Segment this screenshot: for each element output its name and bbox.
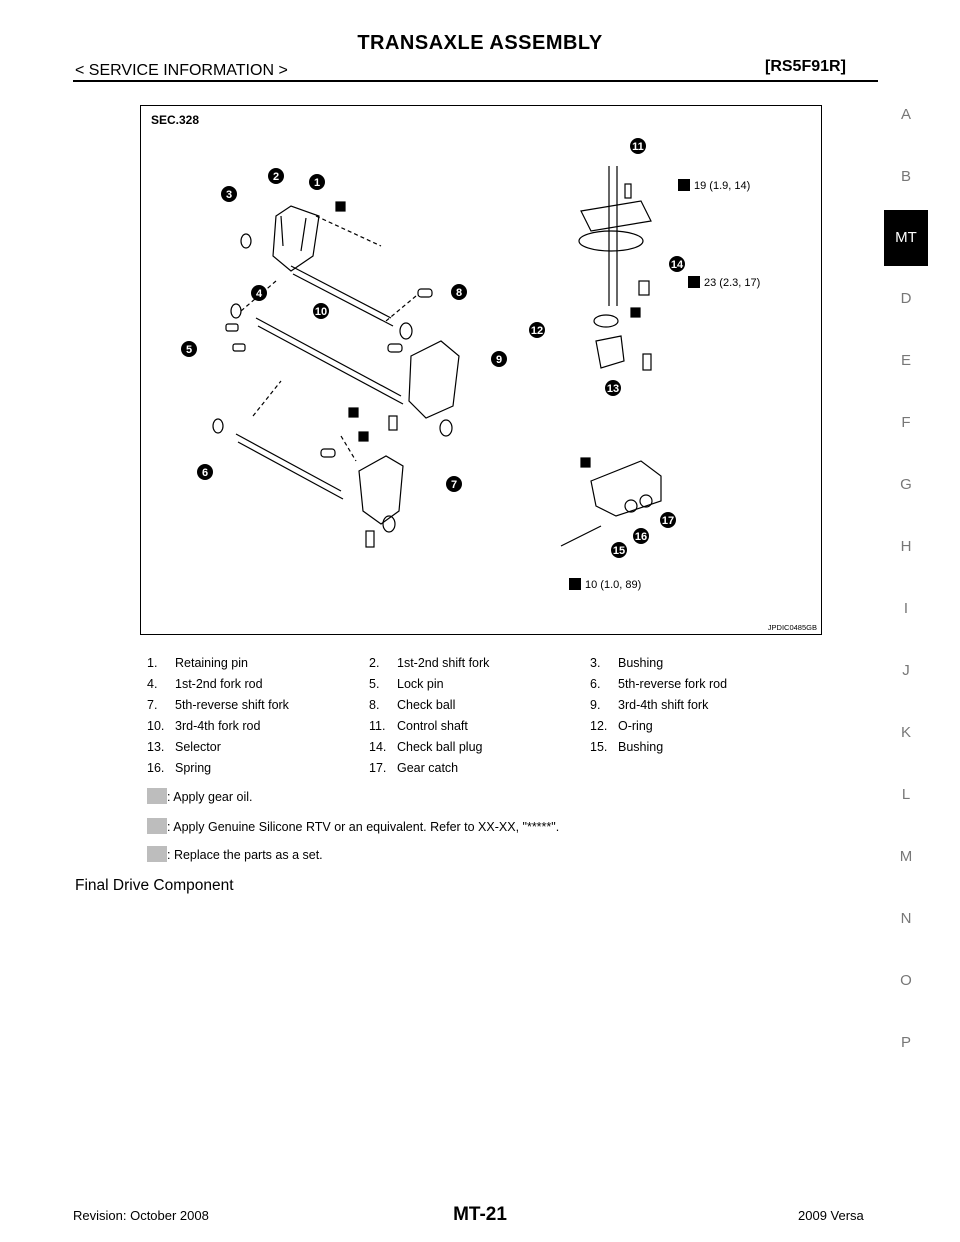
- header-rule: [73, 80, 878, 82]
- legend-text: Bushing: [618, 656, 664, 670]
- callout-16: [633, 528, 649, 544]
- svg-text:4: 4: [255, 288, 263, 300]
- legend-text: Lock pin: [397, 677, 444, 691]
- side-index-item[interactable]: F: [901, 414, 911, 431]
- side-index-item[interactable]: H: [900, 538, 912, 555]
- legend-text: 3rd-4th fork rod: [175, 719, 261, 733]
- check-ball: [321, 449, 335, 457]
- shift-fork-3rd-4th: [409, 341, 459, 418]
- o-ring: [594, 315, 618, 327]
- callout-2: [268, 168, 284, 184]
- shift-fork-5th-reverse: [359, 456, 403, 524]
- svg-text:13: 13: [606, 383, 620, 395]
- callout-1: [309, 174, 325, 190]
- side-index-item[interactable]: D: [900, 290, 912, 307]
- svg-text:5: 5: [185, 344, 193, 356]
- legend-text: Control shaft: [397, 719, 468, 733]
- bushing: [231, 304, 241, 318]
- legend-text: 5th-reverse fork rod: [618, 677, 728, 691]
- note-symbol-icon: [147, 788, 167, 804]
- note-symbol-icon: [147, 818, 167, 834]
- side-index-item[interactable]: O: [900, 972, 912, 989]
- legend-text: O-ring: [618, 719, 653, 733]
- exploded-view-figure: [140, 105, 822, 635]
- exploded-view-drawing: [141, 106, 821, 634]
- side-index-item[interactable]: B: [900, 168, 911, 185]
- callout-10: [313, 303, 329, 319]
- svg-text:7: 7: [450, 479, 458, 491]
- svg-text:12: 12: [530, 325, 544, 337]
- footer-revision: Revision: October 2008: [73, 1208, 209, 1223]
- side-index-item[interactable]: M: [899, 848, 913, 865]
- retaining-pin: [389, 416, 397, 430]
- svg-text:14: 14: [670, 259, 684, 271]
- model-code: [RS5F91R]: [765, 58, 846, 75]
- callout-17: [660, 512, 676, 528]
- check-ball-plug: [639, 281, 649, 295]
- bushing: [213, 419, 223, 433]
- retaining-pin: [643, 354, 651, 370]
- footer-model: 2009 Versa: [798, 1208, 864, 1223]
- side-index-item[interactable]: N: [900, 910, 912, 927]
- legend-row: 10. 3rd-4th fork rod 11. Control shaft 12. O-ring: [147, 719, 653, 733]
- note-symbol-icon: [147, 846, 167, 862]
- spring: [625, 500, 637, 512]
- torque-specs: [569, 179, 760, 591]
- legend-row: 7. 5th-reverse shift fork 8. Check ball 9. 3rd-4th shift fork: [147, 698, 709, 712]
- section-label: < SERVICE INFORMATION >: [75, 62, 288, 79]
- legend-row: 1. Retaining pin 2. 1st-2nd shift fork 3. Bushing: [147, 656, 664, 670]
- svg-text:16: 16: [634, 531, 648, 543]
- svg-text:11: 11: [632, 141, 644, 153]
- callout-8: [451, 284, 467, 300]
- callout-6: [197, 464, 213, 480]
- svg-text:6: 6: [201, 467, 209, 479]
- note-replace-set: : Replace the parts as a set.: [147, 846, 323, 862]
- bushing: [400, 323, 412, 339]
- bolt: [561, 526, 601, 546]
- legend-text: Spring: [175, 761, 212, 775]
- bushing: [241, 234, 251, 248]
- note-gear-oil: : Apply gear oil.: [147, 788, 252, 804]
- svg-text:9: 9: [495, 354, 503, 366]
- side-index-item[interactable]: L: [901, 786, 911, 803]
- side-index-item[interactable]: K: [900, 724, 911, 741]
- fork-assembly-drawing: [213, 202, 459, 547]
- side-index-item[interactable]: I: [903, 600, 909, 617]
- bushing: [440, 420, 452, 436]
- svg-text:3: 3: [225, 189, 233, 201]
- fork-rod-5th-reverse: [236, 434, 341, 491]
- legend-text: 5th-reverse shift fork: [175, 698, 289, 712]
- note-silicone-rtv: : Apply Genuine Silicone RTV or an equivalent. Refer to XX-XX, "*****".: [147, 818, 559, 834]
- side-index-item[interactable]: G: [900, 476, 912, 493]
- legend-text: Retaining pin: [175, 656, 248, 670]
- check-ball: [418, 289, 432, 297]
- torque-spec: 23 (2.3, 17): [704, 277, 761, 289]
- callout-3: [221, 186, 237, 202]
- legend-text: Check ball plug: [397, 740, 483, 754]
- footer-page-number: MT-21: [453, 1204, 507, 1225]
- torque-spec: 19 (1.9, 14): [694, 180, 751, 192]
- legend-row: 13. Selector 14. Check ball plug 15. Bushing: [147, 740, 664, 754]
- callout-7: [446, 476, 462, 492]
- callout-15: [611, 542, 627, 558]
- svg-text:17: 17: [661, 515, 675, 527]
- callout-12: [529, 322, 545, 338]
- control-shaft-assembly-drawing: [561, 166, 661, 546]
- check-ball: [388, 344, 402, 352]
- legend-text: 3rd-4th shift fork: [618, 698, 709, 712]
- callout-13: [605, 380, 621, 396]
- legend-text: Check ball: [397, 698, 456, 712]
- callout-11: [630, 138, 646, 154]
- side-index-item[interactable]: A: [900, 106, 911, 123]
- side-index-item[interactable]: E: [900, 352, 911, 369]
- section-heading: Final Drive Component: [75, 877, 234, 894]
- callout-9: [491, 351, 507, 367]
- svg-text:10: 10: [314, 306, 328, 318]
- parts-legend: [147, 656, 847, 782]
- legend-text: 1st-2nd shift fork: [397, 656, 490, 670]
- selector: [596, 336, 624, 368]
- fork-rod-1st-2nd: [291, 266, 391, 318]
- gear-catch: [591, 461, 661, 516]
- legend-text: Gear catch: [397, 761, 459, 775]
- svg-text:2: 2: [272, 171, 280, 183]
- legend-row: 4. 1st-2nd fork rod 5. Lock pin 6. 5th-reverse fork rod: [147, 677, 728, 691]
- lock-pin: [226, 324, 238, 331]
- svg-text:8: 8: [455, 287, 463, 299]
- shift-fork-1st-2nd: [273, 206, 319, 271]
- figure-section-label: SEC.328: [151, 113, 200, 127]
- callout-14: [669, 256, 685, 272]
- fork-rod-3rd-4th: [256, 318, 401, 396]
- figure-image-code: JPDIC0485GB: [767, 623, 817, 632]
- retaining-pin: [366, 531, 374, 547]
- callout-4: [251, 285, 267, 301]
- lock-pin: [233, 344, 245, 351]
- callout-5: [181, 341, 197, 357]
- legend-text: 1st-2nd fork rod: [175, 677, 263, 691]
- legend-text: Bushing: [618, 740, 664, 754]
- svg-text:15: 15: [612, 545, 626, 557]
- side-index-item[interactable]: J: [902, 662, 910, 679]
- torque-spec: 10 (1.0, 89): [585, 579, 642, 591]
- side-index-item[interactable]: P: [900, 1034, 911, 1051]
- legend-text: Selector: [175, 740, 221, 754]
- page-title: TRANSAXLE ASSEMBLY: [357, 32, 603, 54]
- legend-row: 16. Spring 17. Gear catch: [147, 761, 459, 775]
- svg-text:1: 1: [313, 177, 321, 189]
- side-index-item-active[interactable]: MT: [884, 210, 928, 266]
